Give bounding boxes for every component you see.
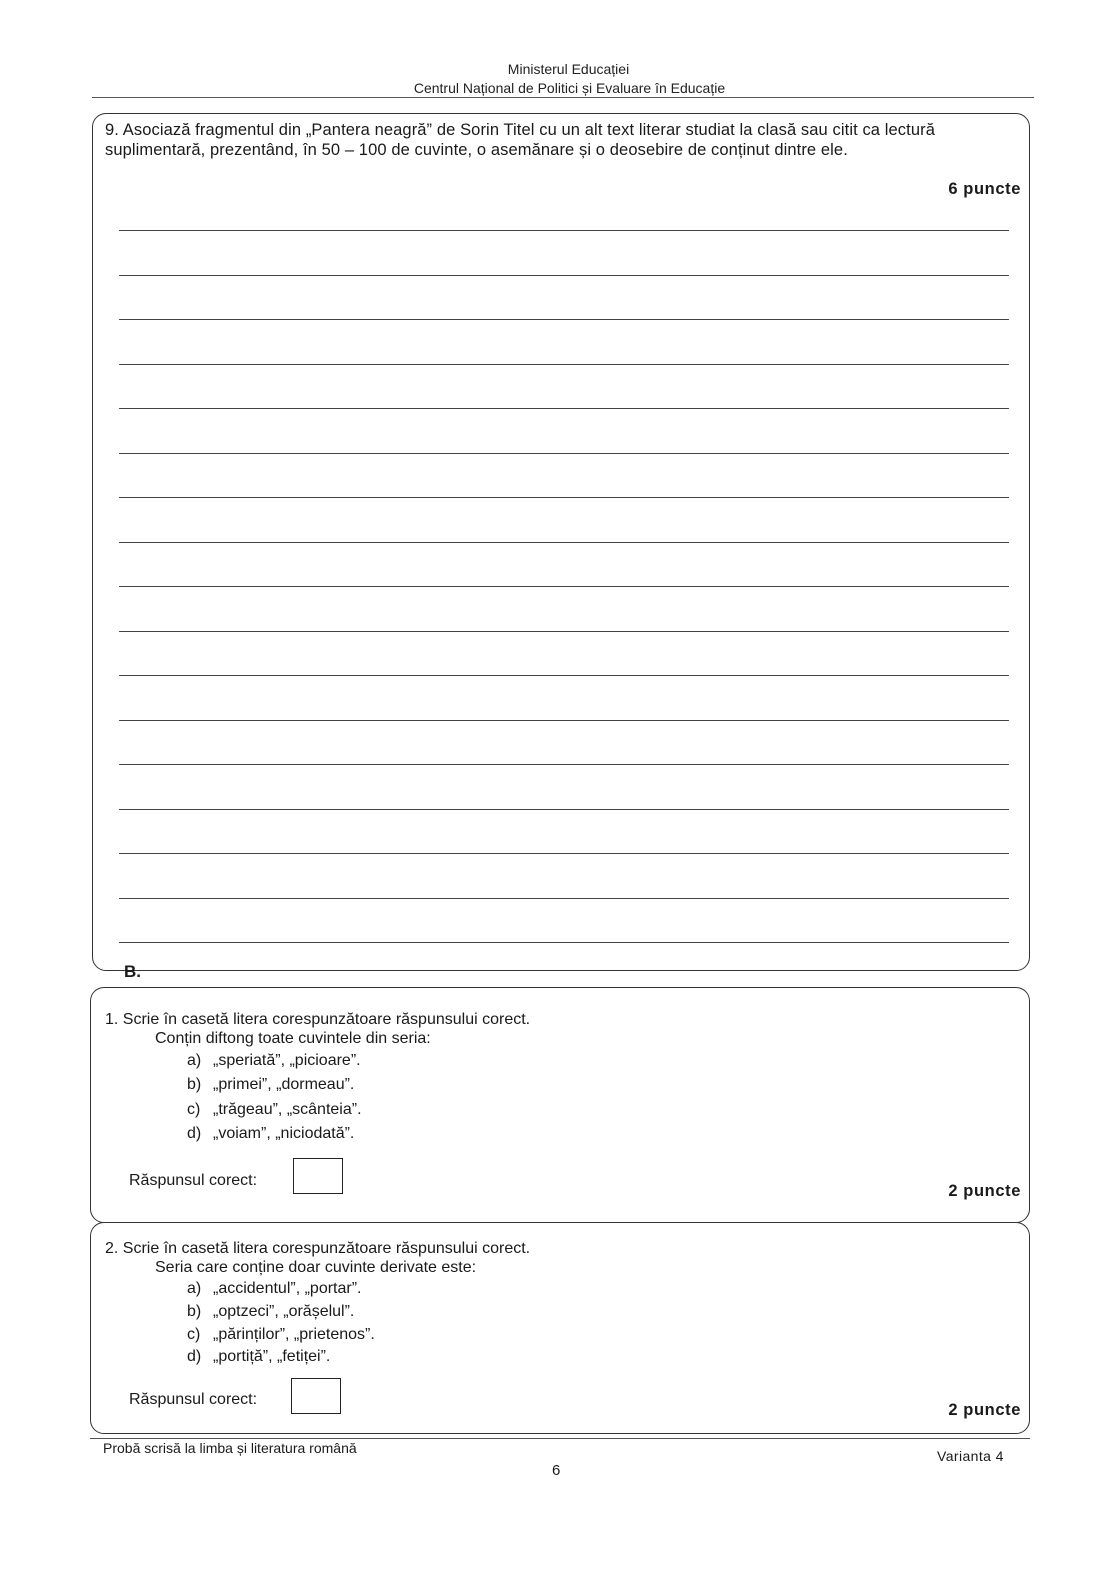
answer-line[interactable] <box>119 809 1009 810</box>
option-text: „voiam”, „niciodată”. <box>213 1125 355 1142</box>
question-1-answer-label: Răspunsul corect: <box>129 1172 258 1189</box>
answer-line[interactable] <box>119 230 1009 231</box>
question-2-answer-box[interactable] <box>291 1378 341 1414</box>
footer-exam-title: Probă scrisă la limba și literatura română <box>103 1440 357 1456</box>
question-2-intro: 2. Scrie în casetă litera corespunzătoare răspunsului corect. <box>105 1240 531 1257</box>
answer-line[interactable] <box>119 631 1009 632</box>
option-text: „optzeci”, „orășelul”. <box>213 1303 355 1320</box>
question-1-answer-box[interactable] <box>293 1158 343 1194</box>
page-number: 6 <box>552 1462 561 1479</box>
answer-line[interactable] <box>119 497 1009 498</box>
answer-line[interactable] <box>119 319 1009 320</box>
answer-line[interactable] <box>119 275 1009 276</box>
option-letter: a) <box>187 1280 202 1297</box>
question-1-box <box>90 987 1030 1223</box>
answer-line[interactable] <box>119 364 1009 365</box>
question-2-points: 2 puncte <box>948 1401 1021 1419</box>
footer-variant: Varianta 4 <box>937 1448 1004 1464</box>
answer-line[interactable] <box>119 853 1009 854</box>
question-1-points: 2 puncte <box>948 1182 1021 1200</box>
option-letter: a) <box>187 1052 202 1069</box>
question-2-answer-label: Răspunsul corect: <box>129 1391 258 1408</box>
center-name: Centrul Național de Politici și Evaluare în Educație <box>413 80 726 96</box>
question-1-intro: 1. Scrie în casetă litera corespunzătoare răspunsului corect. <box>105 1011 531 1028</box>
option-text: „portiță”, „fetiței”. <box>213 1348 331 1365</box>
option-letter: c) <box>187 1326 201 1343</box>
answer-line[interactable] <box>119 542 1009 543</box>
question-2-option-d <box>187 1348 330 1366</box>
option-text: „trăgeau”, „scânteia”. <box>213 1101 362 1118</box>
answer-line[interactable] <box>119 764 1009 765</box>
answer-line[interactable] <box>119 898 1009 899</box>
ministry-name: Ministerul Educației <box>507 61 630 77</box>
question-1-option-c <box>187 1101 362 1119</box>
question-1-subtext: Conțin diftong toate cuvintele din seria: <box>155 1030 431 1047</box>
answer-line[interactable] <box>119 453 1009 454</box>
question-2-option-b <box>187 1303 354 1321</box>
header-divider <box>92 97 1034 98</box>
option-text: „primei”, „dormeau”. <box>213 1076 355 1093</box>
option-letter: b) <box>187 1076 202 1093</box>
option-text: „accidentul”, „portar”. <box>213 1280 362 1297</box>
option-text: „speriată”, „picioare”. <box>213 1052 361 1069</box>
option-letter: c) <box>187 1101 201 1118</box>
question-1-option-d <box>187 1125 354 1143</box>
question-1-option-a <box>187 1052 361 1070</box>
option-letter: d) <box>187 1348 202 1365</box>
answer-line[interactable] <box>119 586 1009 587</box>
answer-line[interactable] <box>119 408 1009 409</box>
question-9-points: 6 puncte <box>948 180 1021 198</box>
page-header <box>0 60 1119 98</box>
section-b-heading: B. <box>124 962 141 981</box>
option-text: „părinților”, „prietenos”. <box>213 1326 375 1343</box>
answer-line[interactable] <box>119 675 1009 676</box>
answer-line[interactable] <box>119 720 1009 721</box>
question-9-box <box>92 113 1030 971</box>
option-letter: d) <box>187 1125 202 1142</box>
question-2-option-a <box>187 1280 362 1298</box>
question-9-text: 9. Asociază fragmentul din „Pantera neagră” de Sorin Titel cu un alt text literar studiat la clasă sau citit ca lectură suplimentară, prezentând, în 50 – 100 de cuvinte, o asemănare și o deosebire de conținut dintre ele. <box>105 121 935 159</box>
question-2-option-c <box>187 1326 375 1344</box>
question-1-option-b <box>187 1076 354 1094</box>
option-letter: b) <box>187 1303 202 1320</box>
question-2-subtext: Seria care conține doar cuvinte derivate este: <box>155 1259 477 1276</box>
answer-line[interactable] <box>119 942 1009 943</box>
question-2-box <box>90 1222 1030 1434</box>
footer-divider <box>90 1438 1030 1439</box>
